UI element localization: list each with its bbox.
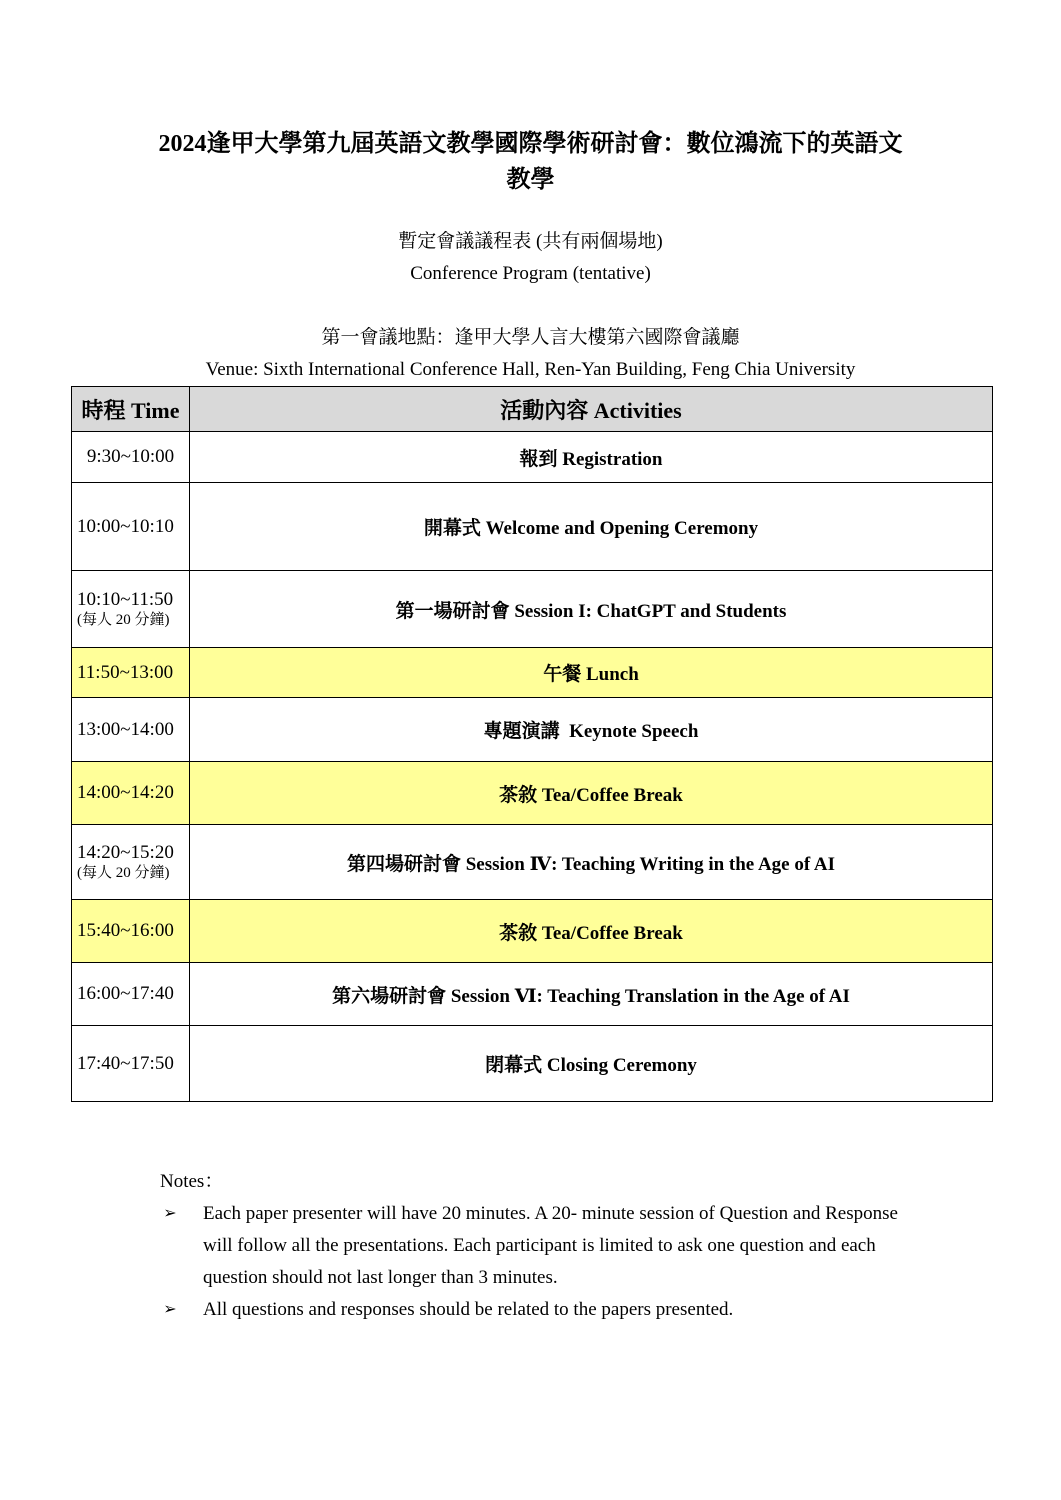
table-row [72, 762, 993, 825]
program-table [71, 386, 993, 1102]
time-cell: 10:10~11:50 (每人 20 分鐘) [72, 571, 190, 648]
venue-chinese: 第一會議地點：逢甲大學人言大樓第六國際會議廳 [321, 327, 740, 348]
venue-english: Venue: Sixth International Conference Hall, Ren-Yan Building, Feng Chia University [205, 359, 856, 380]
time-cell: 14:00~14:20 [72, 762, 190, 825]
arrowhead-bullet-icon: ➢ [163, 1301, 177, 1318]
activity-cell: 第六場研討會 Session Ⅵ: Teaching Translation in the Age of AI [190, 963, 993, 1026]
activity-cell: 閉幕式 Closing Ceremony [190, 1026, 993, 1102]
notes-title: Notes： [160, 1171, 224, 1192]
table-row [72, 1026, 993, 1102]
activity-cell: 專題演講 Keynote Speech [190, 698, 993, 762]
table-row [72, 698, 993, 762]
time-cell: 10:00~10:10 [72, 483, 190, 571]
activity-cell: 第一場研討會 Session I: ChatGPT and Students [190, 571, 993, 648]
arrowhead-bullet-icon: ➢ [163, 1205, 177, 1222]
notes-section [160, 1166, 920, 1326]
table-row [72, 825, 993, 900]
activity-cell: 報到 Registration [190, 432, 993, 483]
note-item [160, 1198, 920, 1294]
time-note: (每人 20 分鐘) [77, 612, 170, 628]
table-row [72, 900, 993, 963]
time-cell: 11:50~13:00 [72, 648, 190, 698]
time-cell: 9:30~10:00 [72, 432, 190, 483]
table-row [72, 571, 993, 648]
note-text: Each paper presenter will have 20 minutes. A 20- minute session of Question and Response will follow all the presentations. Each participant is limited to ask one question and each question should not last longer than 3 minutes. [203, 1203, 898, 1288]
table-row [72, 648, 993, 698]
header-time: 時程 Time [72, 387, 190, 432]
time-cell: 15:40~16:00 [72, 900, 190, 963]
table-header-row [72, 387, 993, 432]
note-text: All questions and responses should be related to the papers presented. [203, 1299, 734, 1320]
time-cell: 16:00~17:40 [72, 963, 190, 1026]
table-row [72, 483, 993, 571]
table-row [72, 963, 993, 1026]
activity-cell: 第四場研討會 Session Ⅳ: Teaching Writing in the Age of AI [190, 825, 993, 900]
document-title: 2024逢甲大學第九屆英語文教學國際學術研討會：數位鴻流下的英語文教學 [158, 131, 903, 193]
table-row [72, 432, 993, 483]
time-cell: 14:20~15:20 (每人 20 分鐘) [72, 825, 190, 900]
activity-cell: 午餐 Lunch [190, 648, 993, 698]
activity-cell: 開幕式 Welcome and Opening Ceremony [190, 483, 993, 571]
time-note: (每人 20 分鐘) [77, 865, 170, 881]
activity-cell: 茶敘 Tea/Coffee Break [190, 762, 993, 825]
activity-cell: 茶敘 Tea/Coffee Break [190, 900, 993, 963]
header-activities: 活動內容 Activities [190, 387, 993, 432]
note-item [160, 1294, 920, 1326]
time-cell: 17:40~17:50 [72, 1026, 190, 1102]
subtitle-chinese: 暫定會議議程表 (共有兩個場地) [398, 231, 663, 252]
subtitle-english: Conference Program (tentative) [410, 263, 651, 284]
time-cell: 13:00~14:00 [72, 698, 190, 762]
